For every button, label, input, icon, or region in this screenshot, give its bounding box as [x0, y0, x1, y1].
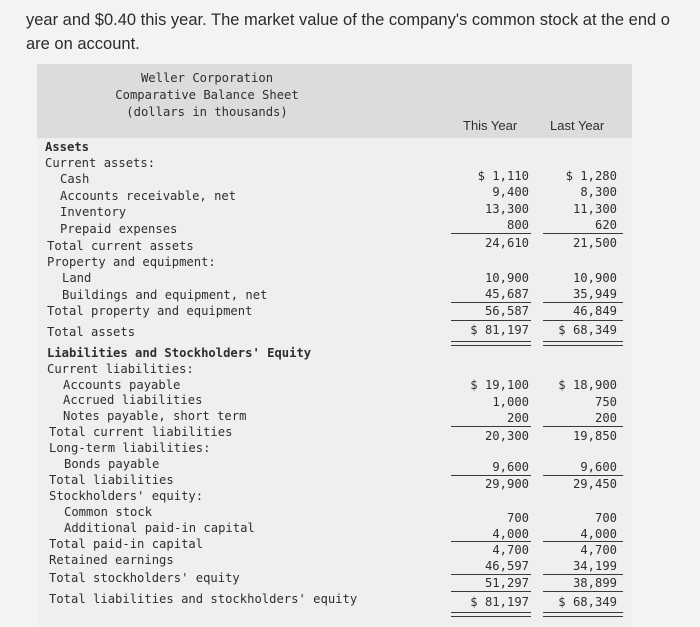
label-total-liabilities: Total liabilities: [49, 473, 174, 487]
accrued-last-year: 750: [594, 395, 617, 409]
label-total-current-liabilities: Total current liabilities: [49, 425, 233, 439]
total-assets-this-year: $ 81,197: [470, 323, 529, 337]
common-stock-last-year: 700: [594, 511, 617, 525]
label-long-term-liabilities: Long-term liabilities:: [49, 441, 211, 455]
total-current-liabilities-last-year: 19,850: [572, 429, 617, 443]
label-property-and-equipment: Property and equipment:: [47, 255, 216, 269]
apic-this-year: 4,000: [492, 527, 529, 541]
land-this-year: 10,900: [484, 271, 529, 285]
label-bonds-payable: Bonds payable: [64, 457, 160, 471]
apic-last-year: 4,000: [580, 527, 617, 541]
notes-last-year: 200: [594, 411, 617, 425]
total-liabilities-equity-this-year: $ 81,197: [470, 595, 529, 609]
ar-last-year: 8,300: [580, 185, 617, 199]
inventory-last-year: 11,300: [572, 202, 617, 216]
label-total-paid-in-capital: Total paid-in capital: [49, 537, 204, 551]
problem-text: [26, 8, 700, 56]
ar-this-year: 9,400: [492, 185, 529, 199]
total-paid-in-this-year: 4,700: [492, 543, 529, 557]
total-assets-last-year: $ 68,349: [558, 323, 617, 337]
label-stockholders-equity: Stockholders' equity:: [49, 489, 204, 503]
rule: [543, 591, 623, 592]
total-liabilities-this-year: 29,900: [484, 477, 529, 491]
section-liabilities-equity: Liabilities and Stockholders' Equity: [47, 346, 312, 360]
retained-last-year: 34,199: [572, 559, 617, 573]
label-notes-payable: Notes payable, short term: [63, 409, 247, 423]
label-cash: Cash: [60, 172, 90, 186]
buildings-this-year: 45,687: [484, 287, 529, 301]
cash-last-year: $ 1,280: [565, 169, 617, 183]
label-common-stock: Common stock: [64, 505, 153, 519]
company-name: Weller Corporation: [140, 71, 274, 85]
balance-sheet: [37, 64, 632, 627]
rule: [543, 426, 623, 427]
rule: [451, 426, 531, 427]
ap-this-year: $ 19,100: [470, 378, 529, 392]
label-accounts-payable: Accounts payable: [63, 378, 181, 392]
label-retained-earnings: Retained earnings: [49, 553, 174, 567]
label-inventory: Inventory: [60, 205, 127, 219]
label-total-assets: Total assets: [47, 325, 136, 339]
rule: [451, 320, 531, 321]
label-accounts-receivable: Accounts receivable, net: [60, 189, 237, 203]
retained-this-year: 46,597: [484, 559, 529, 573]
problem-text-line-2: are on account.: [26, 35, 140, 53]
total-current-liabilities-this-year: 20,300: [484, 429, 529, 443]
rule: [543, 320, 623, 321]
column-header-last-year: Last Year: [550, 118, 605, 133]
common-stock-this-year: 700: [506, 511, 529, 525]
prepaid-this-year: 800: [506, 218, 529, 232]
inventory-this-year: 13,300: [484, 202, 529, 216]
rule: [451, 591, 531, 592]
label-total-stockholders-equity: Total stockholders' equity: [49, 571, 240, 585]
rule: [543, 233, 623, 234]
total-equity-last-year: 38,899: [572, 576, 617, 590]
double-rule: [543, 341, 623, 346]
double-rule: [451, 612, 531, 617]
label-buildings-and-equipment: Buildings and equipment, net: [62, 288, 268, 302]
total-liabilities-last-year: 29,450: [572, 477, 617, 491]
ap-last-year: $ 18,900: [558, 378, 617, 392]
label-total-current-assets: Total current assets: [47, 239, 194, 253]
problem-text-line-1: year and $0.40 this year. The market value of the company's common stock at the end o: [26, 11, 670, 29]
accrued-this-year: 1,000: [492, 395, 529, 409]
label-accrued-liabilities: Accrued liabilities: [63, 393, 203, 407]
total-paid-in-last-year: 4,700: [580, 543, 617, 557]
total-current-assets-last-year: 21,500: [572, 236, 617, 250]
label-additional-paid-in-capital: Additional paid-in capital: [64, 521, 255, 535]
bonds-last-year: 9,600: [580, 460, 617, 474]
bonds-this-year: 9,600: [492, 460, 529, 474]
prepaid-last-year: 620: [594, 218, 617, 232]
total-ppe-last-year: 46,849: [572, 304, 617, 318]
double-rule: [543, 612, 623, 617]
statement-title: Comparative Balance Sheet: [115, 88, 299, 102]
label-current-assets: Current assets:: [45, 156, 156, 170]
label-current-liabilities: Current liabilities:: [47, 362, 194, 376]
label-total-liabilities-and-equity: Total liabilities and stockholders' equity: [49, 592, 358, 606]
land-last-year: 10,900: [572, 271, 617, 285]
column-header-this-year: This Year: [463, 118, 518, 133]
total-current-assets-this-year: 24,610: [484, 236, 529, 250]
total-equity-this-year: 51,297: [484, 576, 529, 590]
section-assets: Assets: [45, 140, 90, 154]
rule: [451, 233, 531, 234]
total-liabilities-equity-last-year: $ 68,349: [558, 595, 617, 609]
total-ppe-this-year: 56,587: [484, 304, 529, 318]
label-land: Land: [62, 271, 92, 285]
cash-this-year: $ 1,110: [477, 169, 529, 183]
buildings-last-year: 35,949: [572, 287, 617, 301]
notes-this-year: 200: [506, 411, 529, 425]
label-prepaid-expenses: Prepaid expenses: [60, 222, 178, 236]
statement-units: (dollars in thousands): [126, 105, 288, 119]
double-rule: [451, 341, 531, 346]
label-total-property-and-equipment: Total property and equipment: [47, 304, 253, 318]
